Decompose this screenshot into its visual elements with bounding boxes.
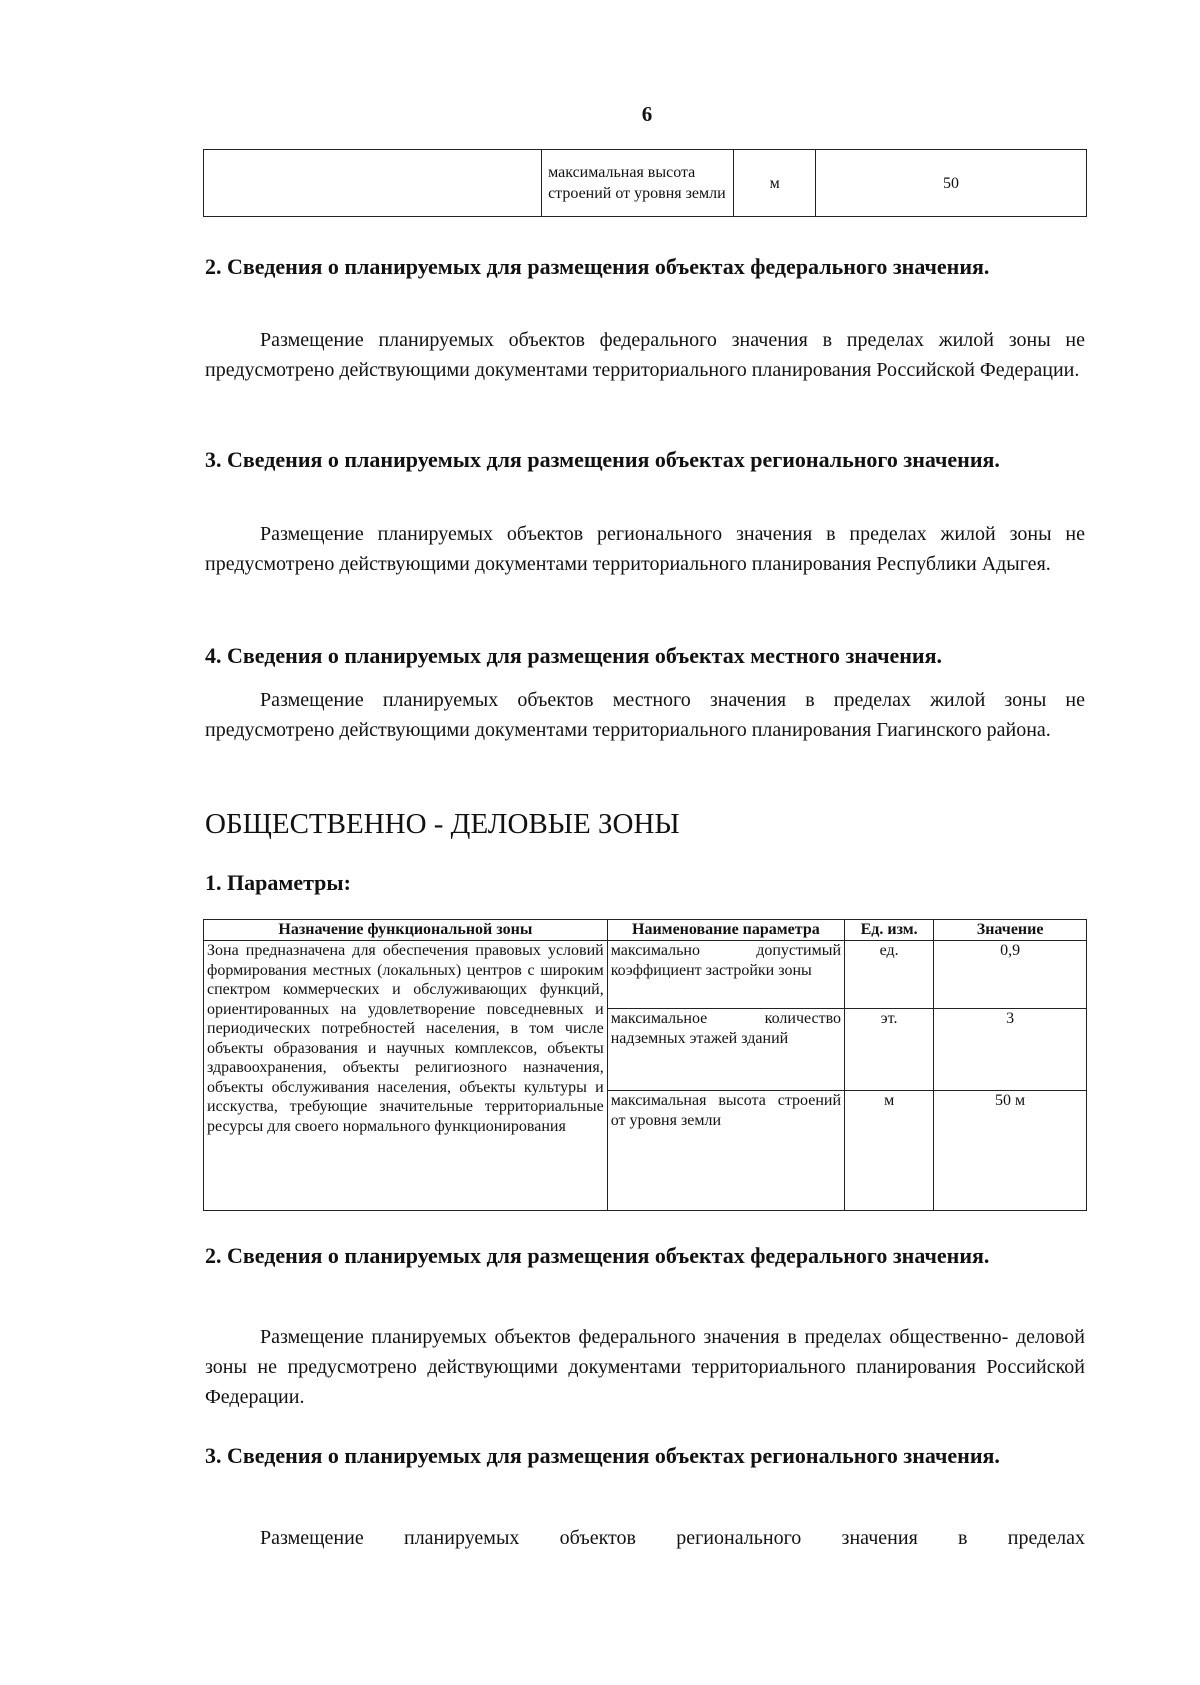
header-param: Наименование параметра (607, 920, 844, 941)
param-name-cell: максимальная высота строений от уровня земли (542, 150, 734, 217)
header-purpose: Назначение функциональной зоны (204, 920, 608, 941)
section-4-heading: 4. Сведения о планируемых для размещения объектах местного значения. (205, 643, 942, 668)
zone-purpose-cell: Зона предназначена для обеспечения правовых условий формирования местных (локальных) центров с широким спектром коммерческих и обслуживающих функций, ориентированных на удовлетворение повседневных и периодических потребностей населения, в том числе объекты образования и научных комплексов, объекты здравоохранения, объекты религиозного назначения, объекты обслуживания населения, объекты культуры и исскуства, требующие значительные территориальные ресурсы для своего нормального функционирования (204, 941, 608, 1211)
param-name-cell: максимально допустимый коэффициент застройки зоны (607, 941, 844, 1009)
section-3-heading: 3. Сведения о планируемых для размещения объектах регионального значения. (205, 1443, 1000, 1468)
continued-parameters-table (203, 149, 1087, 217)
params-heading: 1. Параметры: (205, 870, 351, 895)
unit-cell: м (734, 150, 816, 217)
unit-cell: м (845, 1091, 934, 1211)
section-4-text: Размещение планируемых объектов местного значения в пределах жилой зоны не предусмотрено действующими документами территориального планирования Гиагинского района. (205, 689, 1085, 741)
section-2-text: Размещение планируемых объектов федерального значения в пределах жилой зоны не предусмотрено действующими документами территориального планирования Российской Федерации. (205, 329, 1085, 381)
param-name-cell: максимальное количество надземных этажей зданий (607, 1009, 844, 1091)
header-unit: Ед. изм. (845, 920, 934, 941)
header-value: Значение (934, 920, 1087, 941)
empty-cell (204, 150, 542, 217)
page-number: 6 (641, 102, 653, 126)
unit-cell: ед. (845, 941, 934, 1009)
zone-title: ОБЩЕСТВЕННО - ДЕЛОВЫЕ ЗОНЫ (205, 808, 680, 840)
section-2-heading: 2. Сведения о планируемых для размещения объектах федерального значения. (205, 1243, 990, 1268)
value-cell: 50 (816, 150, 1087, 217)
parameters-table (203, 919, 1087, 1211)
table-header-row (204, 920, 1087, 941)
unit-cell: эт. (845, 1009, 934, 1091)
value-cell: 3 (934, 1009, 1087, 1091)
section-2-heading: 2. Сведения о планируемых для размещения объектах федерального значения. (205, 254, 990, 279)
section-3-heading: 3. Сведения о планируемых для размещения объектах регионального значения. (205, 447, 1000, 472)
section-3-text: Размещение планируемых объектов регионального значения в пределах (260, 1527, 1085, 1549)
table-row (204, 941, 1087, 1009)
value-cell: 50 м (934, 1091, 1087, 1211)
section-2-text: Размещение планируемых объектов федерального значения в пределах общественно- деловой зоны не предусмотрено действующими документами территориального планирования Российской Федерации. (205, 1326, 1085, 1408)
table-row (204, 150, 1087, 217)
section-3-text: Размещение планируемых объектов регионального значения в пределах жилой зоны не предусмотрено действующими документами территориального планирования Республики Адыгея. (205, 523, 1085, 575)
param-name-cell: максимальная высота строений от уровня земли (607, 1091, 844, 1211)
value-cell: 0,9 (934, 941, 1087, 1009)
